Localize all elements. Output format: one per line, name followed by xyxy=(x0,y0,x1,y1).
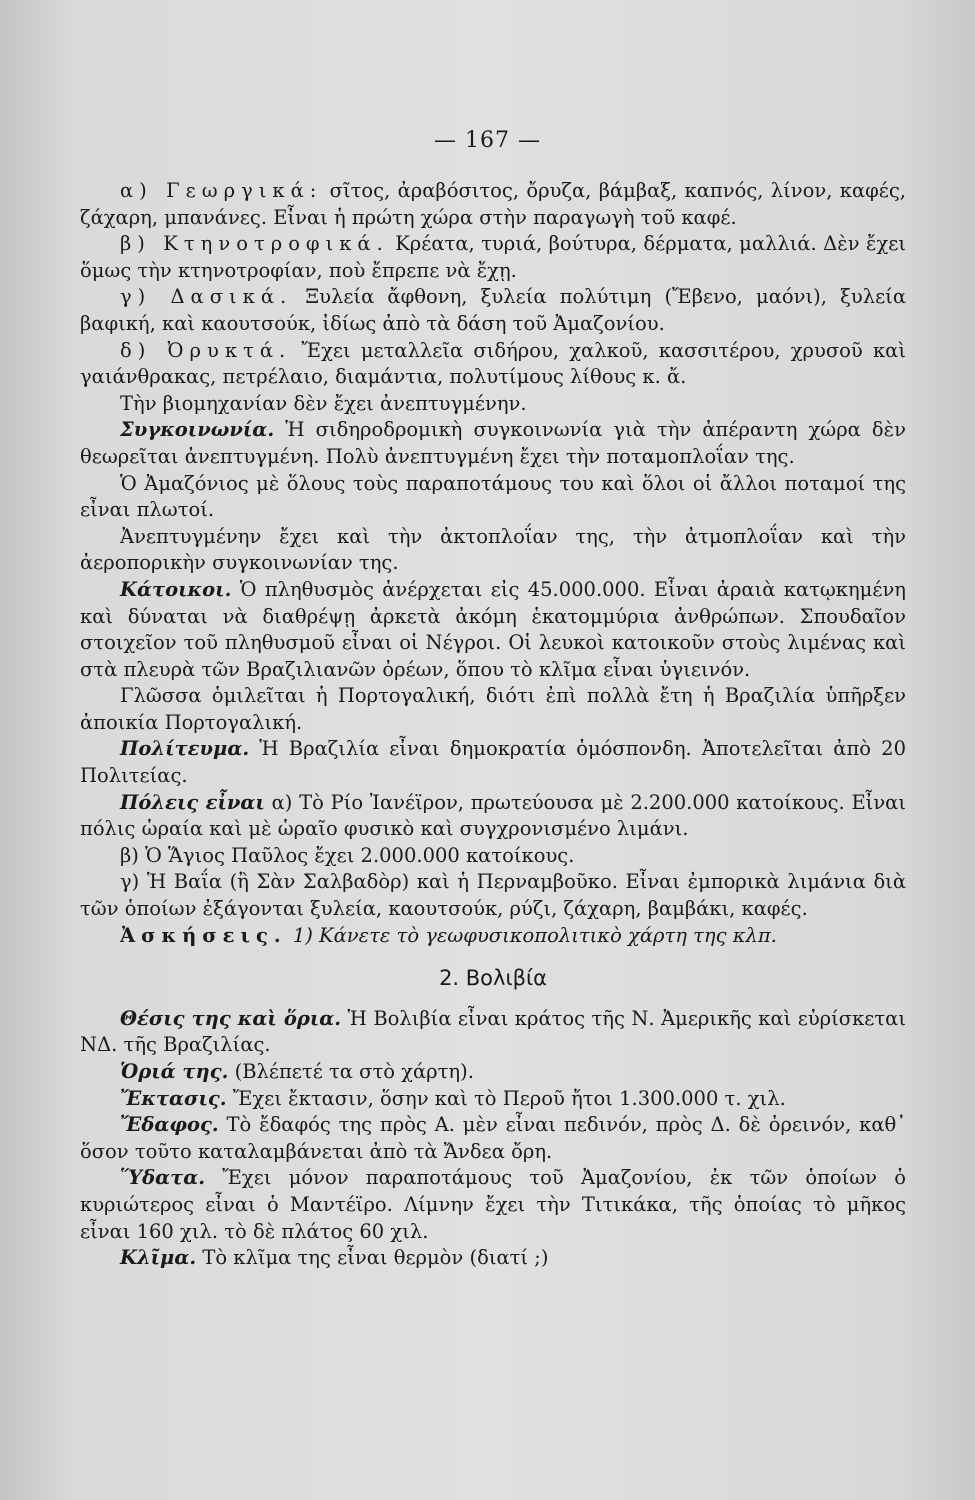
paragraph-industry: Τὴν βιομηχανίαν δὲν ἔχει ἀνεπτυγμένην. xyxy=(120,391,527,415)
paragraph-position xyxy=(80,1006,906,1059)
page-number: — 167 — xyxy=(434,128,541,153)
paragraph-heading: Ὁριά της. xyxy=(120,1060,229,1083)
paragraph-heading: β) Κτηνοτροφικά. xyxy=(120,232,389,256)
paragraph-text: Ἡ Βολιβία εἶναι κράτος τῆς Ν. Ἀμερικῆς καὶ εὑρίσκεται ΝΔ. τῆς Βραζιλίας. xyxy=(80,1006,906,1057)
paragraph-heading: Ἔκτασις. xyxy=(120,1086,227,1110)
paragraph-government xyxy=(80,736,906,789)
paragraph-forestry xyxy=(80,284,906,337)
paragraph-transport xyxy=(80,417,906,470)
paragraph-minerals xyxy=(80,338,906,391)
paragraph-waters xyxy=(80,1165,906,1245)
paragraph-text: 1) Κάνετε τὸ γεωφυσικοπολιτικὸ χάρτη της κλπ. xyxy=(286,923,777,947)
paragraph-navigation: Ἀνεπτυγμένην ἔχει καὶ τὴν ἀκτοπλοΐαν της, τὴν ἀτμοπλοΐαν καὶ τὴν ἀεροπορικὴν συγκοινωνίαν της. xyxy=(80,524,906,575)
paragraph-heading: Θέσις της καὶ ὅρια. xyxy=(120,1006,342,1030)
paragraph-climate xyxy=(80,1245,906,1272)
paragraph-text: Ἡ σιδηροδρομικὴ συγκοινωνία γιὰ τὴν ἀπέραντη χώρα δὲν θεωρεῖται ἀνεπτυγμένη. Πολὺ ἀνεπτυγμένη ἔχει τὴν ποταμοπλοΐαν της. xyxy=(80,418,906,468)
page-body xyxy=(80,178,906,1272)
paragraph-text: Κρέατα, τυριά, βούτυρα, δέρματα, μαλλιά. Δὲν ἔχει ὅμως τὴν κτηνοτροφίαν, ποὺ ἔπρεπε νὰ ἔχῃ. xyxy=(80,232,907,282)
paragraph-heading: Πόλεις εἶναι xyxy=(120,790,265,814)
paragraph-heading: Κλῖμα. xyxy=(120,1246,197,1270)
paragraph-heading: Πολίτευμα. xyxy=(120,737,250,761)
paragraph-text: Ἡ Βραζιλία εἶναι δημοκρατία ὁμόσπονδη. Ἀποτελεῖται ἀπὸ 20 Πολιτείας. xyxy=(80,737,906,788)
paragraph-agricultural xyxy=(80,178,906,231)
paragraph-text: Ἔχει μεταλλεῖα σιδήρου, χαλκοῦ, κασσιτέρου, χρυσοῦ καὶ γαιάνθρακας, πετρέλαιο, διαμάντια, πολυτίμους λίθους κ. ἄ. xyxy=(80,338,906,389)
paragraph-text: σῖτος, ἀραβόσιτος, ὄρυζα, βάμβαξ, καπνός, λίνον, καφές, ζάχαρη, μπανάνες. Εἶναι ἡ πρώτη χώρα στὴν παραγωγὴ τοῦ καφέ. xyxy=(80,179,906,229)
paragraph-heading: γ) Δασικά. xyxy=(120,285,293,309)
paragraph-terrain xyxy=(80,1112,906,1165)
paragraph-area xyxy=(80,1086,906,1113)
paragraph-bahia: γ) Ἡ Βαΐα (ἢ Σὰν Σαλβαδὸρ) καὶ ἡ Περναμβοῦκο. Εἶναι ἐμπορικὰ λιμάνια διὰ τῶν ὁποίων ἐξάγονται ξυλεία, καουτσούκ, ρύζι, ζάχαρη, βαμβάκι, καφές. xyxy=(80,870,906,921)
paragraph-text: (Βλέπετέ τα στὸ χάρτη). xyxy=(228,1060,474,1083)
paragraph-text: Ἔχει μόνον παραποτάμους τοῦ Ἀμαζονίου, ἐκ τῶν ὁποίων ὁ κυριώτερος εἶναι ὁ Μαντέϊρο. Λίμνην ἔχει τὴν Τιτικάκα, τῆς ὁποίας τὸ μῆκος εἶναι 160 χιλ. τὸ δὲ πλάτος 60 χιλ. xyxy=(80,1166,906,1243)
paragraph-text: Τὸ ἔδαφός της πρὸς Α. μὲν εἶναι πεδινόν, πρὸς Δ. δὲ ὀρεινόν, καθ᾿ ὅσον τοῦτο καταλαμβάνεται ἀπὸ τὰ Ἄνδεα ὄρη. xyxy=(80,1113,906,1163)
paragraph-heading: Ἀσκήσεις. xyxy=(120,923,287,947)
paragraph-heading: Ἔδαφος. xyxy=(120,1113,219,1137)
paragraph-text: Ὁ πληθυσμὸς ἀνέρχεται εἰς 45.000.000. Εἶναι ἀραιὰ κατῳκημένη καὶ δύναται νὰ διαθρέψῃ ἀρκετὰ ἀκόμη ἑκατομμύρια ἀνθρώπων. Σπουδαῖον στοιχεῖον τοῦ πληθυσμοῦ εἶναι οἱ Νέγροι. Οἱ λευκοὶ κατοικοῦν στοὺς λιμένας καὶ στὰ πλευρὰ τῶν Βραζιλιανῶν ὀρέων, ὅπου τὸ κλῖμα εἶναι ὑγιεινόν. xyxy=(80,577,906,681)
paragraph-heading: Ὕδατα. xyxy=(120,1166,206,1190)
paragraph-amazon: Ὁ Ἀμαζόνιος μὲ ὅλους τοὺς παραποτάμους του καὶ ὅλοι οἱ ἄλλοι ποταμοί της εἶναι πλωτοί. xyxy=(80,471,906,522)
paragraph-livestock xyxy=(80,231,906,284)
paragraph-sao-paulo: β) Ὁ Ἅγιος Παῦλος ἔχει 2.000.000 κατοίκους. xyxy=(120,843,575,867)
paragraph-heading: Συγκοινωνία. xyxy=(120,418,275,442)
paragraph-text: Ἔχει ἔκτασιν, ὅσην καὶ τὸ Περοῦ ἤτοι 1.300.000 τ. χιλ. xyxy=(226,1086,786,1110)
paragraph-language: Γλῶσσα ὁμιλεῖται ἡ Πορτογαλική, διότι ἐπὶ πολλὰ ἔτη ἡ Βραζιλία ὑπῆρξεν ἀποικία Πορτογαλική. xyxy=(80,684,906,734)
paragraph-heading: Κάτοικοι. xyxy=(120,577,232,601)
section-title: 2. Βολιβία xyxy=(439,966,547,991)
paragraph-exercises xyxy=(80,923,906,950)
paragraph-text: Τὸ κλῖμα της εἶναι θερμὸν (διατί ;) xyxy=(196,1246,549,1270)
paragraph-text: Ξυλεία ἄφθονη, ξυλεία πολύτιμη (Ἔβενο, μαόνι), ξυλεία βαφική, καὶ καουτσούκ, ἰδίως ἀπὸ τὰ δάση τοῦ Ἀμαζονίου. xyxy=(80,285,906,335)
paragraph-borders xyxy=(80,1059,906,1086)
paragraph-cities xyxy=(80,790,906,843)
paragraph-heading: α) Γεωργικά: xyxy=(120,179,323,202)
paragraph-inhabitants xyxy=(80,577,906,683)
paragraph-text: α) Τὸ Ρίο Ἰανέϊρον, πρωτεύουσα μὲ 2.200.000 κατοίκους. Εἶναι πόλις ὡραία καὶ μὲ ὡραῖο φυσικὸ καὶ συγχρονισμένο λιμάνι. xyxy=(80,790,906,841)
paragraph-heading: δ) Ὀρυκτά. xyxy=(120,338,292,362)
